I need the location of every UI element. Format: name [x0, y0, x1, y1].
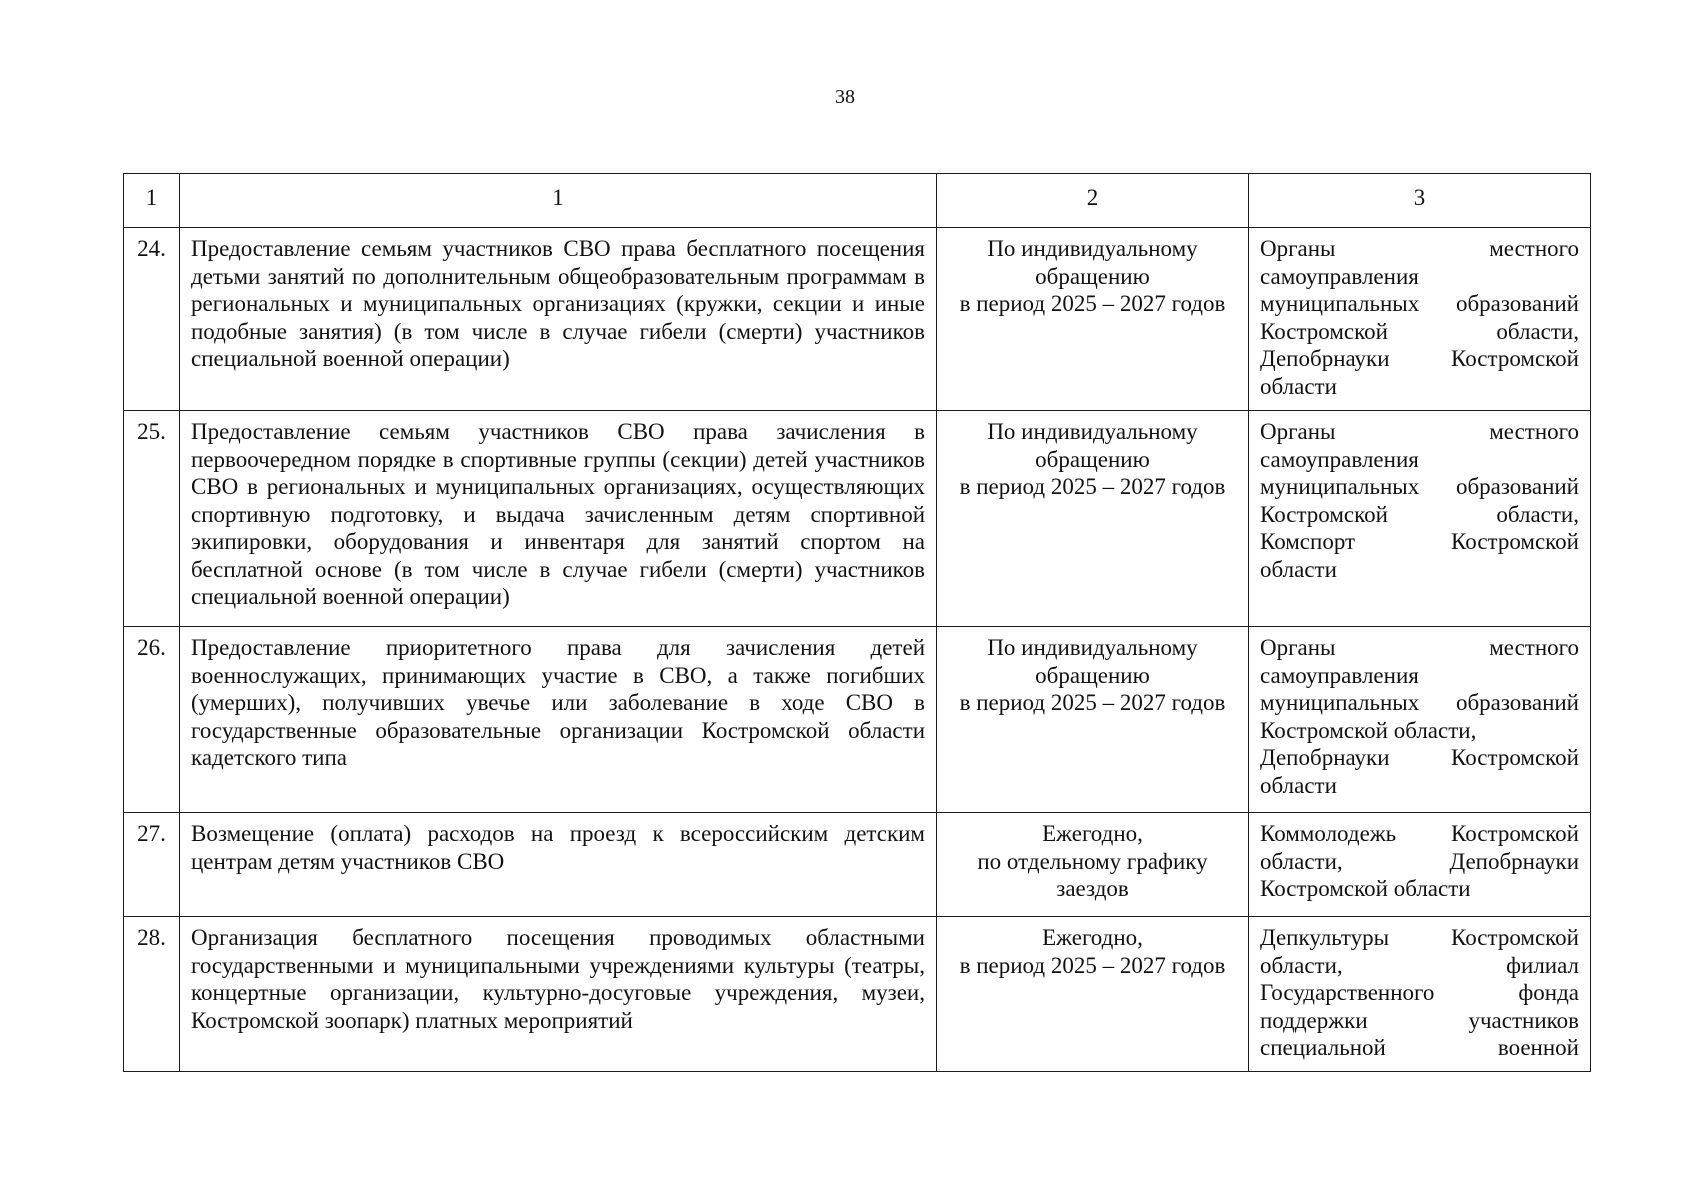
- header-cell-period: 2: [937, 174, 1249, 228]
- executor-line: муниципальных образований: [1260, 474, 1579, 499]
- executor-line: Депобрнауки Костромской: [1260, 346, 1579, 371]
- table-row: [124, 917, 1591, 1072]
- period-cell: [937, 411, 1249, 627]
- executor-line: поддержки участников: [1260, 1007, 1579, 1033]
- table-row: [124, 813, 1591, 917]
- executor-line: Органы местного: [1260, 236, 1579, 261]
- period-line: обращению: [1035, 662, 1150, 688]
- period-line: По индивидуальному: [987, 419, 1198, 444]
- row-number: 27.: [124, 813, 180, 917]
- executor-line: муниципальных образований: [1260, 690, 1579, 715]
- period-line: Ежегодно,: [1042, 925, 1143, 950]
- page-number: 38: [835, 86, 855, 108]
- executor-cell: [1249, 228, 1591, 411]
- executor-line: специальной военной: [1260, 1035, 1579, 1060]
- period-line: в период 2025 – 2027 годов: [959, 291, 1226, 316]
- executor-line: области: [1260, 772, 1337, 798]
- executor-cell: [1249, 917, 1591, 1072]
- executor-line: Комспорт Костромской: [1260, 529, 1579, 554]
- period-line: обращению: [1035, 263, 1150, 289]
- period-line: по отдельному графику: [977, 848, 1208, 874]
- executor-line: области, Депобрнауки: [1260, 848, 1579, 874]
- row-number: 26.: [124, 627, 180, 813]
- executor-line: Костромской области,: [1260, 717, 1477, 743]
- period-line: обращению: [1035, 446, 1150, 472]
- period-line: По индивидуальному: [987, 635, 1198, 660]
- executor-line: Депкультуры Костромской: [1260, 925, 1579, 950]
- executor-line: Коммолодежь Костромской: [1260, 821, 1579, 846]
- row-number: 28.: [124, 917, 180, 1072]
- period-line: По индивидуальному: [987, 236, 1198, 261]
- executor-line: Костромской области: [1260, 876, 1471, 901]
- executor-line: Государственного фонда: [1260, 980, 1579, 1005]
- header-cell-num: 1: [124, 174, 180, 228]
- header-cell-measure: 1: [180, 174, 937, 228]
- period-line: в период 2025 – 2027 годов: [959, 690, 1226, 715]
- row-number: 24.: [124, 228, 180, 411]
- executor-cell: [1249, 813, 1591, 917]
- period-line: в период 2025 – 2027 годов: [959, 952, 1226, 978]
- table-row: [124, 627, 1591, 813]
- period-cell: [937, 917, 1249, 1072]
- period-cell: [937, 228, 1249, 411]
- executor-line: Органы местного: [1260, 635, 1579, 660]
- measures-table: [123, 173, 1591, 1072]
- header-cell-executor: 3: [1249, 174, 1591, 228]
- executor-line: области: [1260, 556, 1337, 582]
- executor-line: области, филиал: [1260, 952, 1579, 978]
- period-line: в период 2025 – 2027 годов: [959, 474, 1226, 499]
- measure-text: Возмещение (оплата) расходов на проезд к всероссийским детским центрам детям участников СВО: [180, 813, 937, 917]
- executor-line: муниципальных образований: [1260, 291, 1579, 316]
- executor-line: Костромской области,: [1260, 501, 1579, 527]
- table-header-row: [124, 174, 1591, 228]
- executor-cell: [1249, 627, 1591, 813]
- measure-text: Предоставление семьям участников СВО права бесплатного посещения детьми занятий по дополнительным общеобразовательным программам в региональных и муниципальных организациях (кружки, секции и иные подобные занятия) (в том числе в случае гибели (смерти) участников специальной военной операции): [180, 228, 937, 411]
- executor-cell: [1249, 411, 1591, 627]
- period-cell: [937, 627, 1249, 813]
- row-number: 25.: [124, 411, 180, 627]
- period-line: Ежегодно,: [1042, 821, 1143, 846]
- table-row: [124, 411, 1591, 627]
- measure-text: Предоставление семьям участников СВО права зачисления в первоочередном порядке в спортивные группы (секции) детей участников СВО в региональных и муниципальных организациях, осуществляющих спортивную подготовку, и выдача зачисленным детям спортивной экипировки, оборудования и инвентаря для занятий спортом на бесплатной основе (в том числе в случае гибели (смерти) участников специальной военной операции): [180, 411, 937, 627]
- period-cell: [937, 813, 1249, 917]
- executor-line: Костромской области,: [1260, 318, 1579, 344]
- measure-text: Организация бесплатного посещения проводимых областными государственными и муниципальными учреждениями культуры (театры, концертные организации, культурно-досуговые учреждения, музеи, Костромской зоопарк) платных мероприятий: [180, 917, 937, 1072]
- executor-line: Депобрнауки Костромской: [1260, 745, 1579, 770]
- executor-line: самоуправления: [1260, 446, 1419, 472]
- executor-line: Органы местного: [1260, 419, 1579, 444]
- executor-line: области: [1260, 373, 1337, 399]
- executor-line: самоуправления: [1260, 662, 1419, 688]
- executor-line: самоуправления: [1260, 263, 1419, 289]
- measure-text: Предоставление приоритетного права для зачисления детей военнослужащих, принимающих участие в СВО, а также погибших (умерших), получивших увечье или заболевание в ходе СВО в государственные образовательные организации Костромской области кадетского типа: [180, 627, 937, 813]
- period-line: заездов: [1056, 876, 1129, 901]
- table-row: [124, 228, 1591, 411]
